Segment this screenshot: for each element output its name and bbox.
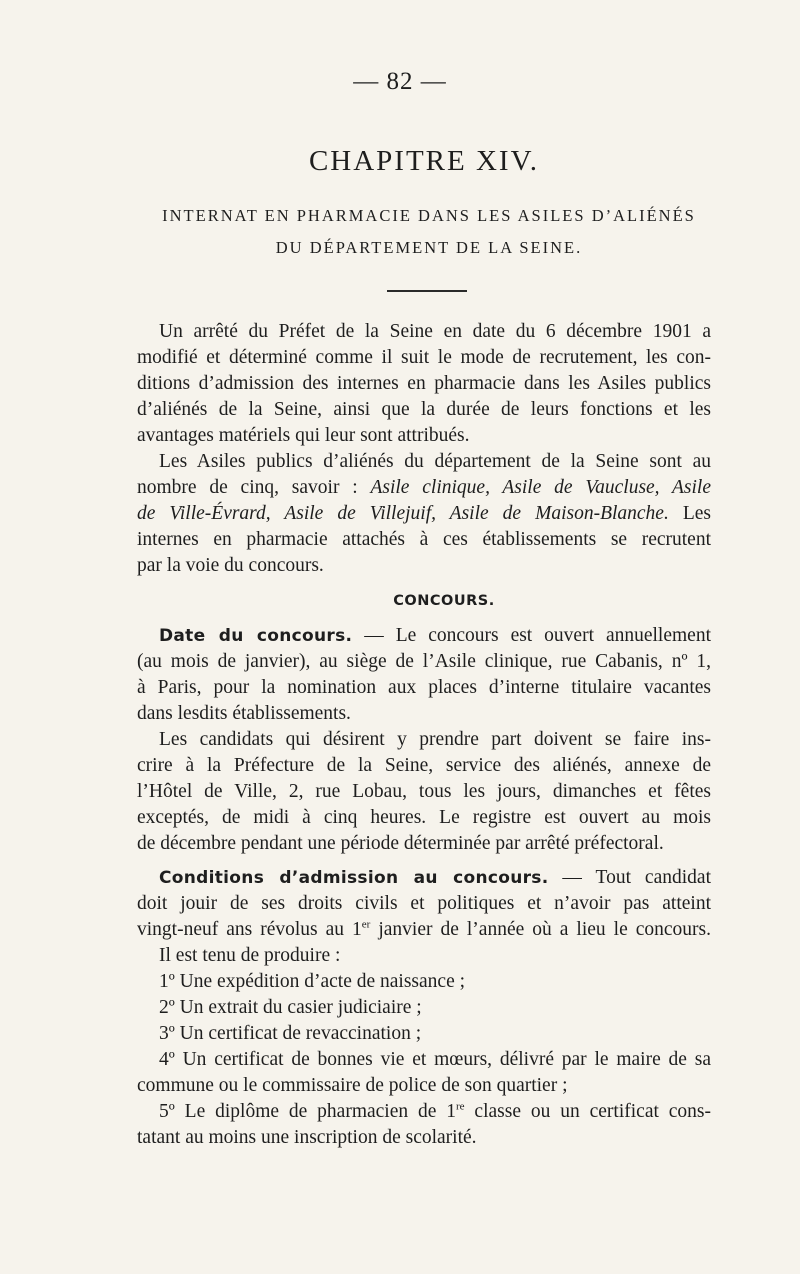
text-line: par la voie du concours. — [137, 555, 324, 576]
text-line — [137, 917, 711, 943]
chapter-subtitle-line-2: DU DÉPARTEMENT DE LA SEINE. — [275, 238, 583, 257]
chapter-title: CHAPITRE XIV. — [308, 145, 540, 177]
text-line: Les Asiles publics d’aliénés du département de la Seine sont au — [159, 451, 711, 472]
text-span: classe ou un certificat cons- — [464, 1101, 711, 1122]
text-span: — Le concours est ouvert annuellement — [352, 625, 711, 646]
text-line: avantages matériels qui leur sont attribués. — [137, 425, 470, 446]
asylum-names: Asile clinique, Asile de Vaucluse, Asile — [370, 477, 711, 498]
date-heading: Date du concours. — [159, 626, 353, 646]
text-span: Les — [668, 503, 712, 524]
section-heading-concours — [137, 579, 711, 623]
text-line: modifié et déterminé comme il suit le mode de recrutement, les con- — [137, 347, 711, 368]
text-line: commune ou le commissaire de police de son quartier ; — [137, 1075, 568, 1096]
text-line: Il est tenu de produire : — [159, 945, 341, 966]
body-text — [137, 319, 711, 1151]
paragraph-gap — [137, 857, 711, 865]
text-span: nombre de cinq, savoir : — [137, 477, 371, 498]
list-item — [137, 1099, 711, 1125]
list-item: 1º Une expédition d’acte de naissance ; — [159, 971, 466, 992]
list-item: 3º Un certificat de revaccination ; — [159, 1023, 422, 1044]
text-line: l’Hôtel de Ville, 2, rue Lobau, tous les jours, dimanches et fêtes — [137, 781, 711, 802]
list-item: 2º Un extrait du casier judiciaire ; — [159, 997, 422, 1018]
text-line: internes en pharmacie attachés à ces établissements se recrutent — [137, 529, 711, 550]
text-line: Les candidats qui désirent y prendre part doivent se faire ins- — [159, 729, 711, 750]
section-divider — [387, 290, 467, 292]
text-line — [137, 623, 711, 649]
text-line: dans lesdits établissements. — [137, 703, 351, 724]
text-line: à Paris, pour la nomination aux places d’interne titulaire vacantes — [137, 677, 711, 698]
page-number: — 82 — — [353, 68, 447, 95]
superscript: er — [361, 918, 371, 931]
text-span: — Tout candidat — [548, 867, 711, 888]
text-line — [137, 865, 711, 891]
text-span: 5º Le diplôme de pharmacien de 1 — [159, 1101, 457, 1122]
text-line: (au mois de janvier), au siège de l’Asile clinique, rue Cabanis, nº 1, — [137, 651, 711, 672]
text-line: de décembre pendant une période déterminée par arrêté préfectoral. — [137, 833, 664, 854]
list-item: 4º Un certificat de bonnes vie et mœurs, délivré par le maire de sa — [159, 1049, 711, 1070]
text-line: Un arrêté du Préfet de la Seine en date du 6 décembre 1901 a — [159, 321, 711, 342]
text-line: exceptés, de midi à cinq heures. Le registre est ouvert au mois — [137, 807, 711, 828]
text-line — [137, 475, 711, 501]
text-line: tatant au moins une inscription de scolarité. — [137, 1127, 477, 1148]
text-span: janvier de l’année où a lieu le concours. — [370, 919, 711, 940]
superscript: re — [456, 1100, 465, 1113]
text-line: crire à la Préfecture de la Seine, service des aliénés, annexe de — [137, 755, 711, 776]
text-line: ditions d’admission des internes en pharmacie dans les Asiles publics — [137, 373, 711, 394]
section-heading-text: CONCOURS. — [393, 593, 495, 609]
asylum-names: de Ville-Évrard, Asile de Villejuif, Asile de Maison-Blanche. — [137, 503, 669, 524]
chapter-subtitle-line-1: INTERNAT EN PHARMACIE DANS LES ASILES D’ALIÉNÉS — [162, 206, 696, 225]
text-line: d’aliénés de la Seine, ainsi que la durée de leurs fonctions et les — [137, 399, 711, 420]
text-span: vingt-neuf ans révolus au 1 — [137, 919, 362, 940]
text-line: doit jouir de ses droits civils et politiques et n’avoir pas atteint — [137, 893, 711, 914]
conditions-heading: Conditions d’admission au concours. — [159, 868, 549, 888]
text-line — [137, 501, 711, 527]
